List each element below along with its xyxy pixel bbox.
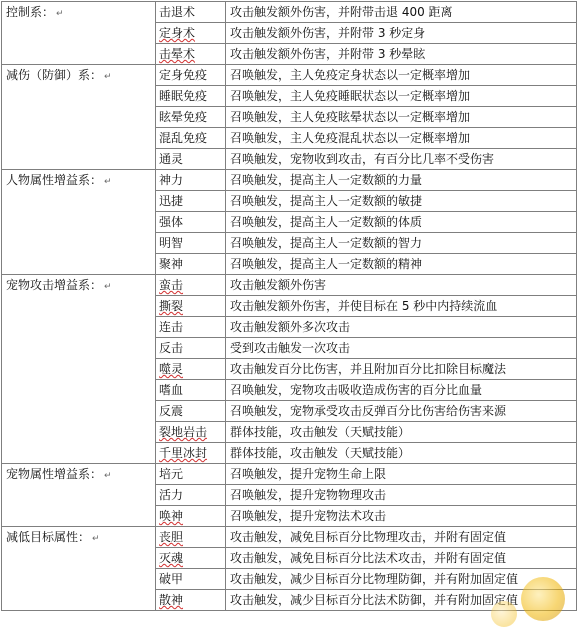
category-cell [2, 170, 156, 275]
skill-name-cell [156, 422, 226, 443]
skill-description-cell [226, 485, 577, 506]
category-cell [2, 2, 156, 65]
return-mark: ↵ [104, 282, 112, 292]
skill-description-cell [226, 527, 577, 548]
skill-name-cell [156, 590, 226, 611]
skill-name: 定身免疫 [159, 68, 208, 82]
skill-description-cell [226, 296, 577, 317]
skill-description: 攻击触发，减免目标百分比法术攻击，并附有固定值 [230, 551, 507, 565]
skill-description: 召唤触发，提升宠物生命上限 [230, 467, 387, 481]
skill-description-cell [226, 464, 577, 485]
skill-description-cell [226, 254, 577, 275]
skill-name-cell [156, 275, 226, 296]
skill-description-cell [226, 422, 577, 443]
skill-description: 召唤触发，提升宠物物理攻击 [230, 488, 387, 502]
skill-name: 聚神 [159, 257, 184, 271]
skill-name-cell [156, 443, 226, 464]
skill-description-cell [226, 338, 577, 359]
skill-row [2, 464, 577, 485]
skill-name: 丧胆 [159, 530, 184, 544]
return-mark: ↵ [104, 72, 112, 82]
skill-description-cell [226, 443, 577, 464]
return-mark: ↵ [56, 9, 64, 19]
skill-name-cell [156, 401, 226, 422]
skill-row [2, 275, 577, 296]
skill-description: 召唤触发，提升宠物法术攻击 [230, 509, 387, 523]
category-label: 减伤（防御）系： [6, 68, 103, 82]
category-label: 减低目标属性： [6, 530, 91, 544]
return-mark: ↵ [92, 534, 100, 544]
skill-row [2, 65, 577, 86]
skill-description: 攻击触发额外伤害，并使目标在 5 秒中内持续流血 [230, 299, 498, 313]
skill-description: 攻击触发额外伤害，并附带击退 400 距离 [230, 5, 453, 19]
skill-name-cell [156, 86, 226, 107]
return-mark: ↵ [104, 177, 112, 187]
skill-name: 千里冰封 [159, 446, 208, 460]
skill-description: 群体技能，攻击触发（天赋技能） [230, 446, 411, 460]
skill-description-cell [226, 401, 577, 422]
skill-name-cell [156, 65, 226, 86]
skill-description: 召唤触发，提高主人一定数额的智力 [230, 236, 423, 250]
skill-description-cell [226, 149, 577, 170]
skill-description: 群体技能，攻击触发（天赋技能） [230, 425, 411, 439]
skill-description: 攻击触发额外伤害，并附带 3 秒晕眩 [230, 47, 426, 61]
skill-name: 反击 [159, 341, 184, 355]
watermark-logo-small [491, 601, 517, 627]
skill-description: 召唤触发，主人免疫睡眠状态以一定概率增加 [230, 89, 471, 103]
skill-description: 攻击触发，减少目标百分比法术防御，并有附加固定值 [230, 593, 519, 607]
skill-name-cell [156, 464, 226, 485]
skill-description-cell [226, 275, 577, 296]
skill-description: 召唤触发，宠物承受攻击反弹百分比伤害给伤害来源 [230, 404, 507, 418]
skill-name: 蛮击 [159, 278, 184, 292]
skill-name-cell [156, 233, 226, 254]
skill-name: 定身术 [159, 26, 196, 40]
skill-description-cell [226, 86, 577, 107]
skill-description: 攻击触发额外伤害，并附带 3 秒定身 [230, 26, 426, 40]
skill-name: 噬灵 [159, 362, 184, 376]
pet-skill-table [1, 1, 577, 611]
category-cell [2, 275, 156, 464]
category-cell [2, 65, 156, 170]
skill-description: 召唤触发，提高主人一定数额的力量 [230, 173, 423, 187]
skill-name: 击晕术 [159, 47, 196, 61]
skill-name-cell [156, 485, 226, 506]
skill-description: 召唤触发，提高主人一定数额的敏捷 [230, 194, 423, 208]
skill-description-cell [226, 506, 577, 527]
skill-name: 活力 [159, 488, 184, 502]
skill-description: 攻击触发，减少目标百分比物理防御，并有附加固定值 [230, 572, 519, 586]
skill-description-cell [226, 65, 577, 86]
skill-description-cell [226, 170, 577, 191]
skill-description: 攻击触发，减免目标百分比物理攻击，并附有固定值 [230, 530, 507, 544]
skill-name: 裂地岩击 [159, 425, 208, 439]
skill-description-cell [226, 233, 577, 254]
skill-name: 通灵 [159, 152, 184, 166]
skill-name: 唤神 [159, 509, 184, 523]
skill-row [2, 2, 577, 23]
skill-description-cell [226, 44, 577, 65]
category-cell [2, 464, 156, 527]
skill-description-cell [226, 212, 577, 233]
skill-name: 撕裂 [159, 299, 184, 313]
category-label: 人物属性增益系： [6, 173, 103, 187]
skill-description-cell [226, 128, 577, 149]
skill-name: 嗜血 [159, 383, 184, 397]
skill-name: 强体 [159, 215, 184, 229]
skill-name-cell [156, 380, 226, 401]
skill-name: 击退术 [159, 5, 196, 19]
skill-name-cell [156, 527, 226, 548]
skill-description-cell [226, 2, 577, 23]
skill-description-cell [226, 23, 577, 44]
skill-name: 明智 [159, 236, 184, 250]
watermark-logo [521, 577, 565, 621]
skill-description-cell [226, 107, 577, 128]
skill-name: 睡眠免疫 [159, 89, 208, 103]
skill-name: 眩晕免疫 [159, 110, 208, 124]
skill-name: 灭魂 [159, 551, 184, 565]
category-label: 控制系： [6, 5, 55, 19]
skill-description: 攻击触发额外多次攻击 [230, 320, 351, 334]
skill-name-cell [156, 107, 226, 128]
skill-name-cell [156, 296, 226, 317]
skill-name: 混乱免疫 [159, 131, 208, 145]
skill-description: 攻击触发额外伤害 [230, 278, 327, 292]
category-label: 宠物属性增益系： [6, 467, 103, 481]
skill-name: 反震 [159, 404, 184, 418]
skill-name-cell [156, 44, 226, 65]
skill-description-cell [226, 548, 577, 569]
return-mark: ↵ [104, 471, 112, 481]
skill-description: 召唤触发，主人免疫混乱状态以一定概率增加 [230, 131, 471, 145]
skill-description: 召唤触发，宠物攻击吸收造成伤害的百分比血量 [230, 383, 483, 397]
skill-description: 攻击触发百分比伤害，并且附加百分比扣除目标魔法 [230, 362, 507, 376]
skill-description-cell [226, 359, 577, 380]
skill-name-cell [156, 569, 226, 590]
skill-name-cell [156, 338, 226, 359]
skill-description-cell [226, 380, 577, 401]
skill-description: 受到攻击触发一次攻击 [230, 341, 351, 355]
skill-name: 培元 [159, 467, 184, 481]
skill-description-cell [226, 317, 577, 338]
skill-description: 召唤触发，主人免疫眩晕状态以一定概率增加 [230, 110, 471, 124]
skill-name-cell [156, 128, 226, 149]
skill-name: 连击 [159, 320, 184, 334]
skill-name-cell [156, 359, 226, 380]
category-cell [2, 527, 156, 611]
skill-name-cell [156, 254, 226, 275]
skill-row [2, 170, 577, 191]
skill-description: 召唤触发，宠物收到攻击，有百分比几率不受伤害 [230, 152, 495, 166]
skill-name: 破甲 [159, 572, 184, 586]
skill-name-cell [156, 149, 226, 170]
skill-name-cell [156, 170, 226, 191]
skill-name-cell [156, 317, 226, 338]
skill-name: 迅捷 [159, 194, 184, 208]
skill-name: 散神 [159, 593, 184, 607]
skill-name-cell [156, 548, 226, 569]
skill-name: 神力 [159, 173, 184, 187]
skill-name-cell [156, 2, 226, 23]
skill-row [2, 527, 577, 548]
skill-description: 召唤触发，提高主人一定数额的精神 [230, 257, 423, 271]
skill-name-cell [156, 191, 226, 212]
skill-description: 召唤触发，主人免疫定身状态以一定概率增加 [230, 68, 471, 82]
category-label: 宠物攻击增益系： [6, 278, 103, 292]
skill-description: 召唤触发，提高主人一定数额的体质 [230, 215, 423, 229]
skill-name-cell [156, 23, 226, 44]
skill-name-cell [156, 506, 226, 527]
skill-description-cell [226, 191, 577, 212]
skill-name-cell [156, 212, 226, 233]
